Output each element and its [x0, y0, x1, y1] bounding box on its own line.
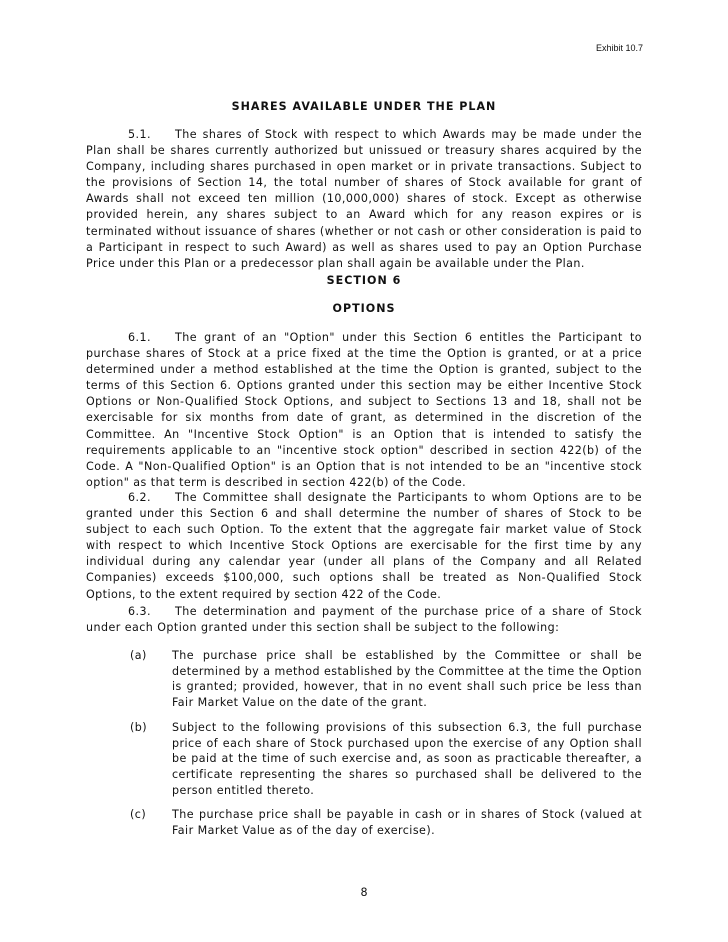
list-item-label: (b) [130, 721, 148, 734]
paragraph-number: 6.1. [128, 331, 151, 344]
paragraph-5-1 [86, 127, 642, 272]
list-item-a [130, 648, 642, 711]
exhibit-label: Exhibit 10.7 [595, 43, 643, 53]
page-number: 8 [360, 886, 368, 899]
list-item-c [130, 807, 642, 838]
heading-section-6: SECTION 6 [326, 274, 402, 287]
list-item-label: (a) [130, 649, 147, 662]
paragraph-number: 6.2. [128, 491, 151, 504]
paragraph-text: The determination and payment of the purchase price of a share of Stock under each Option granted under this section shall be subject to the following: [86, 605, 642, 635]
paragraph-6-2 [86, 490, 642, 603]
list-item-text: The purchase price shall be established by the Committee or shall be determined by a method established by the Committee at the time the Option is granted; provided, however, that in no event shall such price be less than Fair Market Value on the date of the grant. [172, 649, 642, 710]
list-item-label: (c) [130, 808, 147, 821]
paragraph-6-3 [86, 604, 642, 636]
heading-shares-available: SHARES AVAILABLE UNDER THE PLAN [231, 100, 497, 113]
paragraph-number: 5.1. [128, 128, 151, 141]
paragraph-number: 6.3. [128, 605, 151, 618]
list-item-text: The purchase price shall be payable in cash or in shares of Stock (valued at Fair Market Value as of the day of exercise). [172, 808, 642, 837]
paragraph-6-1 [86, 330, 642, 491]
list-item-text: Subject to the following provisions of this subsection 6.3, the full purchase price of each share of Stock purchased upon the exercise of any Option shall be paid at the time of such exercise and, as soon as practicable thereafter, a certificate representing the shares so purchased shall be delivered to the person entitled thereto. [172, 721, 642, 797]
list-item-b [130, 720, 642, 799]
heading-options: OPTIONS [332, 302, 396, 315]
paragraph-text: The Committee shall designate the Participants to whom Options are to be granted under this Section 6 and shall determine the number of shares of Stock to be subject to each such Option. To the extent that the aggregate fair market value of Stock with respect to which Incentive Stock Options are exercisable for the first time by any individual during any calendar year (under all plans of the Company and all Related Companies) exceeds $100,000, such options shall be treated as Non-Qualified Stock Options, to the extent required by section 422 of the Code. [86, 491, 642, 601]
paragraph-text: The shares of Stock with respect to which Awards may be made under the Plan shall be shares currently authorized but unissued or treasury shares acquired by the Company, including shares purchased in open market or in private transactions. Subject to the provisions of Section 14, the total number of shares of Stock available for grant of Awards shall not exceed ten million (10,000,000) shares of stock. Except as otherwise provided herein, any shares subject to an Award which for any reason expires or is terminated without issuance of shares (whether or not cash or other consideration is paid to a Participant in respect to such Award) as well as shares used to pay an Option Purchase Price under this Plan or a predecessor plan shall again be available under the Plan. [86, 128, 642, 270]
paragraph-text: The grant of an "Option" under this Section 6 entitles the Participant to purchase shares of Stock at a price fixed at the time the Option is granted, or at a price determined under a method established at the time the Option is granted, subject to the terms of this Section 6. Options granted under this section may be either Incentive Stock Options or Non-Qualified Stock Options, and subject to Sections 13 and 18, shall not be exercisable for six months from date of grant, as determined in the discretion of the Committee. An "Incentive Stock Option" is an Option that is intended to satisfy the requirements applicable to an "incentive stock option" described in section 422(b) of the Code. A "Non-Qualified Option" is an Option that is not intended to be an "incentive stock option" as that term is described in section 422(b) of the Code. [86, 331, 642, 489]
